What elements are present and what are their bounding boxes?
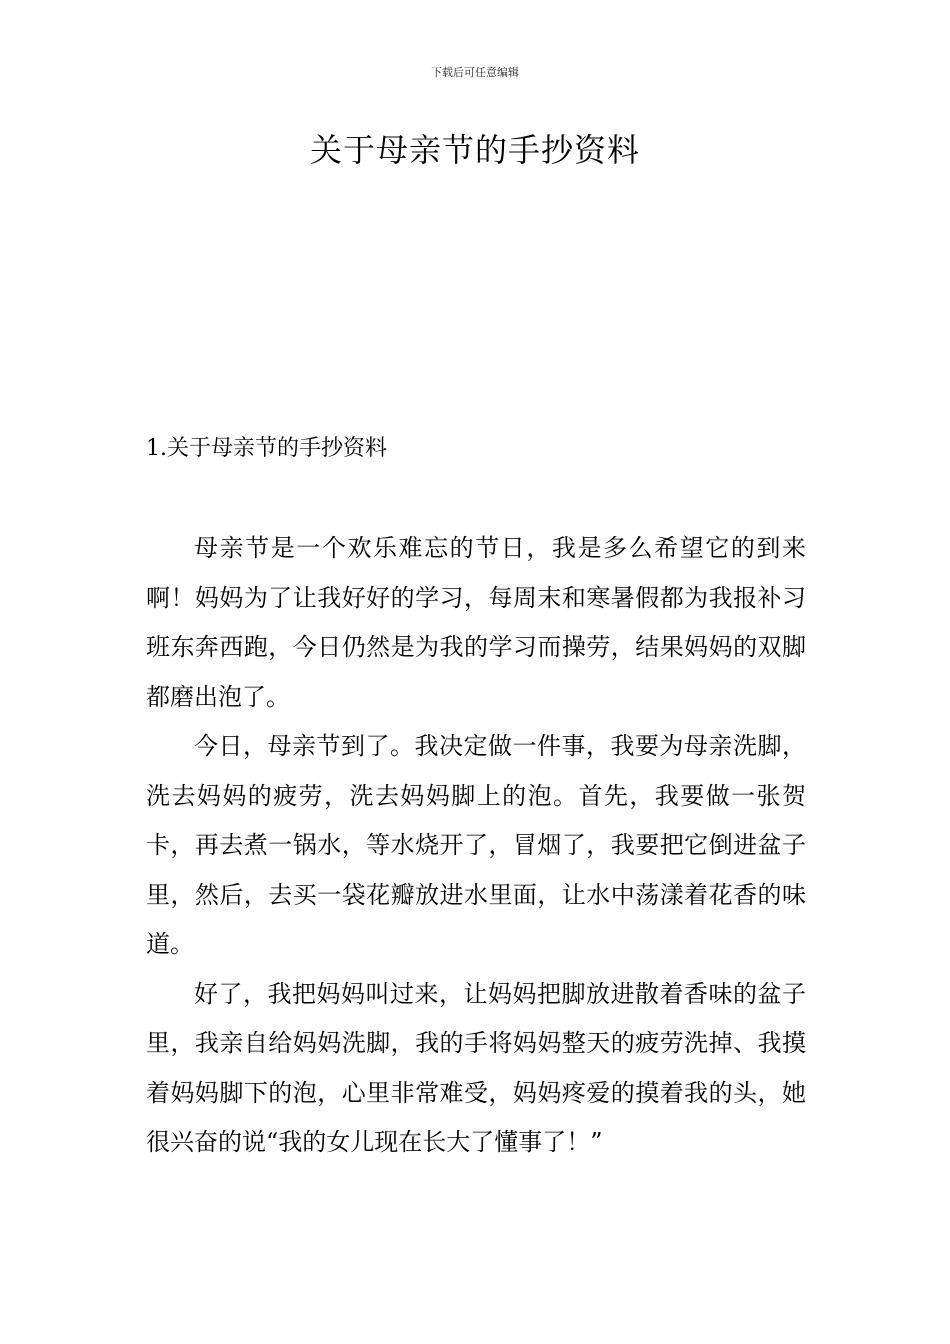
- paragraph-2: 今日，母亲节到了。我决定做一件事，我要为母亲洗脚，洗去妈妈的疲劳，洗去妈妈脚上的泡。首先，我要做一张贺卡，再去煮一锅水，等水烧开了，冒烟了，我要把它倒进盆子里，然后，去买一袋花瓣放进水里面，让水中荡漾着花香的味道。: [146, 732, 806, 958]
- body-text: [146, 524, 806, 1168]
- paragraph-1: 母亲节是一个欢乐难忘的节日，我是多么希望它的到来啊！妈妈为了让我好好的学习，每周末和寒暑假都为我报补习班东奔西跑，今日仍然是为我的学习而操劳，结果妈妈的双脚都磨出泡了。: [146, 534, 806, 711]
- paragraph-3: 好了，我把妈妈叫过来，让妈妈把脚放进散着香味的盆子里，我亲自给妈妈洗脚，我的手将妈妈整天的疲劳洗掉、我摸着妈妈脚下的泡，心里非常难受，妈妈疼爱的摸着我的头，她很兴奋的说“我的女儿现在长大了懂事了！”: [146, 979, 806, 1156]
- header-note: 下载后可任意编辑: [431, 66, 519, 79]
- document-title: 关于母亲节的手抄资料: [309, 131, 640, 169]
- section-heading: 1.关于母亲节的手抄资料: [146, 436, 387, 461]
